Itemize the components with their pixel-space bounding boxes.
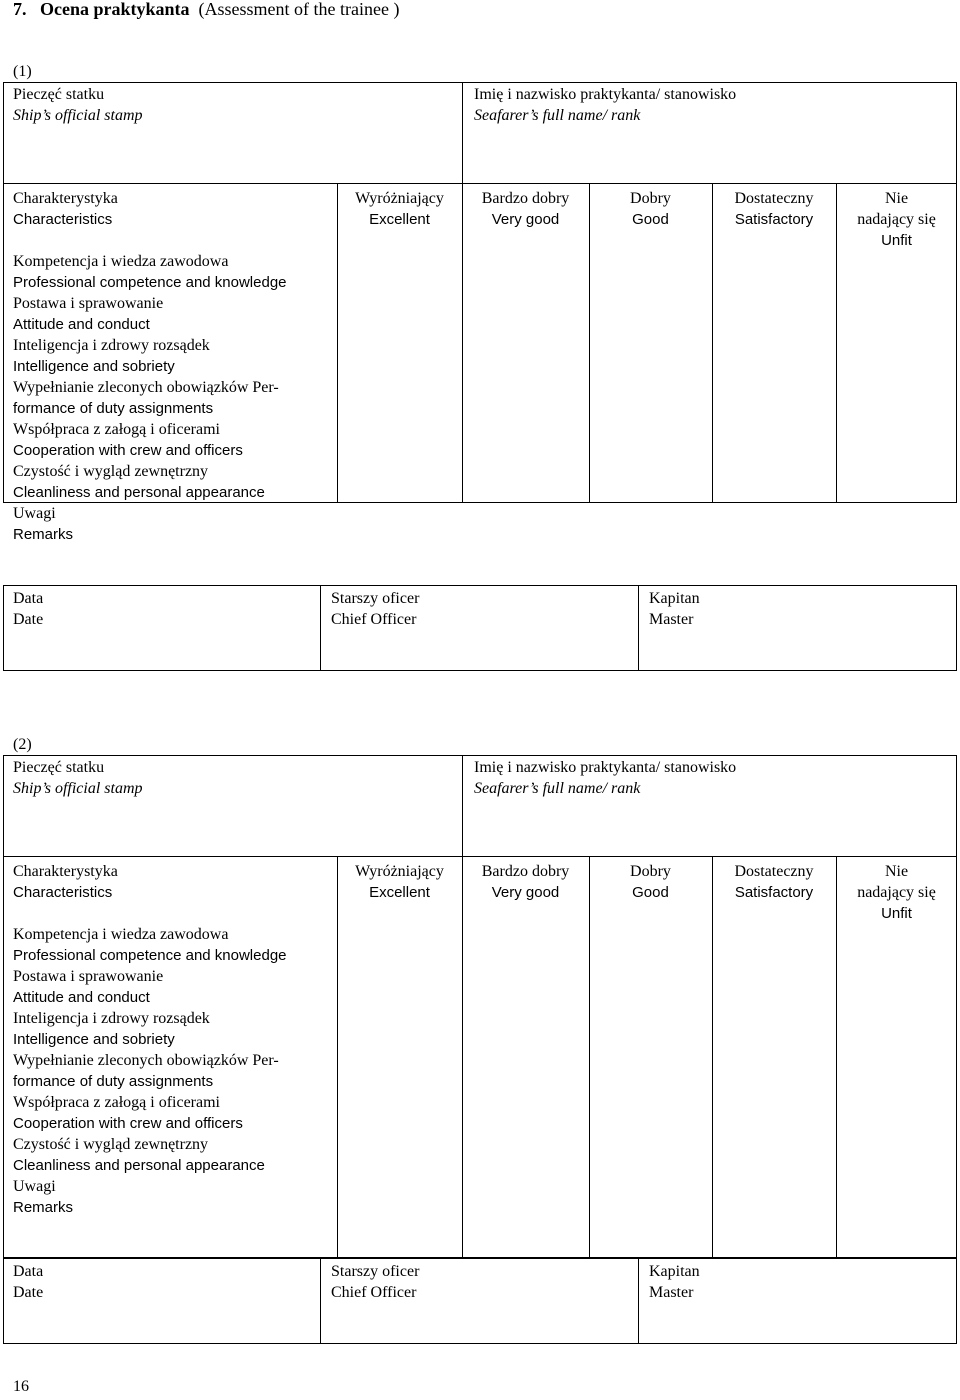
criterion-line: Czystość i wygląd zewnętrzny <box>13 1136 209 1153</box>
master-label-pl: Kapitan <box>649 1263 700 1280</box>
remarks-label-pl: Uwagi <box>13 505 56 522</box>
page-number: 16 <box>13 1378 29 1395</box>
criterion-line: Intelligence and sobriety <box>13 358 175 375</box>
grade-very-good-pl: Bardzo dobry <box>481 190 570 207</box>
grade-unfit-pl-2: nadający się <box>857 884 936 901</box>
grade-very-good-en: Very good <box>491 211 560 228</box>
grade-unfit-en: Unfit <box>881 232 912 249</box>
stamp-label-pl: Pieczęć statku <box>13 86 105 103</box>
criterion-line: Wypełnianie zleconych obowiązków Per- <box>13 1052 279 1069</box>
heading-subtitle: (Assessment of the trainee ) <box>198 0 400 19</box>
criterion-line: Kompetencja i wiedza zawodowa <box>13 253 229 270</box>
criterion-line: Cleanliness and personal appearance <box>13 484 265 501</box>
criterion-line: Intelligence and sobriety <box>13 1031 175 1048</box>
characteristics-header-en: Characteristics <box>13 211 113 228</box>
criterion-line: formance of duty assignments <box>13 1073 214 1090</box>
criterion-line: Współpraca z załogą i oficerami <box>13 421 220 438</box>
chief-officer-label-pl: Starszy oficer <box>331 590 420 607</box>
grade-unfit-en: Unfit <box>881 905 912 922</box>
grade-very-good-pl: Bardzo dobry <box>481 863 570 880</box>
form-number: (1) <box>13 63 32 80</box>
criterion-line: Postawa i sprawowanie <box>13 968 164 985</box>
characteristics-header-en: Characteristics <box>13 884 113 901</box>
stamp-label-pl: Pieczęć statku <box>13 759 105 776</box>
criterion-line: Professional competence and knowledge <box>13 947 287 964</box>
characteristics-header-pl: Charakterystyka <box>13 190 118 207</box>
remarks-label-pl: Uwagi <box>13 1178 56 1195</box>
grade-good-en: Good <box>632 884 669 901</box>
signature-box <box>3 1258 957 1344</box>
chief-officer-label-en: Chief Officer <box>331 611 417 628</box>
master-label-en: Master <box>649 611 694 628</box>
grade-unfit-pl-2: nadający się <box>857 211 936 228</box>
grade-satisfactory-pl: Dostateczny <box>734 190 814 207</box>
date-label-pl: Data <box>13 590 44 607</box>
heading-number: 7. <box>13 0 27 19</box>
criterion-line: Cooperation with crew and officers <box>13 1115 243 1132</box>
remarks-label-en: Remarks <box>13 1199 74 1216</box>
chief-officer-label-en: Chief Officer <box>331 1284 417 1301</box>
grade-good-pl: Dobry <box>630 863 671 880</box>
grade-good-pl: Dobry <box>630 190 671 207</box>
grade-satisfactory-en: Satisfactory <box>734 884 814 901</box>
criterion-line: Professional competence and knowledge <box>13 274 287 291</box>
grade-excellent-en: Excellent <box>369 884 430 901</box>
grade-satisfactory-pl: Dostateczny <box>734 863 814 880</box>
criterion-line: Cleanliness and personal appearance <box>13 1157 265 1174</box>
heading-title: Ocena praktykanta <box>40 0 190 19</box>
grade-excellent-pl: Wyróżniający <box>355 863 444 880</box>
criterion-line: formance of duty assignments <box>13 400 214 417</box>
chief-officer-label-pl: Starszy oficer <box>331 1263 420 1280</box>
stamp-label-en: Ship’s official stamp <box>13 780 143 797</box>
criterion-line: Czystość i wygląd zewnętrzny <box>13 463 209 480</box>
seafarer-label-en: Seafarer’s full name/ rank <box>474 780 641 797</box>
master-label-en: Master <box>649 1284 694 1301</box>
stamp-label-en: Ship’s official stamp <box>13 107 143 124</box>
criterion-line: Cooperation with crew and officers <box>13 442 243 459</box>
section-heading <box>13 0 399 20</box>
grade-good-en: Good <box>632 211 669 228</box>
criterion-line: Attitude and conduct <box>13 316 150 333</box>
master-label-pl: Kapitan <box>649 590 700 607</box>
criterion-line: Attitude and conduct <box>13 989 150 1006</box>
date-label-en: Date <box>13 1284 44 1301</box>
criterion-line: Inteligencja i zdrowy rozsądek <box>13 1010 210 1027</box>
criterion-line: Postawa i sprawowanie <box>13 295 164 312</box>
criterion-line: Współpraca z załogą i oficerami <box>13 1094 220 1111</box>
criterion-line: Kompetencja i wiedza zawodowa <box>13 926 229 943</box>
seafarer-label-pl: Imię i nazwisko praktykanta/ stanowisko <box>474 86 737 103</box>
seafarer-label-pl: Imię i nazwisko praktykanta/ stanowisko <box>474 759 737 776</box>
grade-excellent-pl: Wyróżniający <box>355 190 444 207</box>
grade-very-good-en: Very good <box>491 884 560 901</box>
seafarer-label-en: Seafarer’s full name/ rank <box>474 107 641 124</box>
grade-unfit-pl: Nie <box>884 863 909 880</box>
criterion-line: Wypełnianie zleconych obowiązków Per- <box>13 379 279 396</box>
criterion-line: Inteligencja i zdrowy rozsądek <box>13 337 210 354</box>
grade-unfit-pl: Nie <box>884 190 909 207</box>
characteristics-header-pl: Charakterystyka <box>13 863 118 880</box>
grade-satisfactory-en: Satisfactory <box>734 211 814 228</box>
form-number: (2) <box>13 736 32 753</box>
date-label-en: Date <box>13 611 44 628</box>
grade-excellent-en: Excellent <box>369 211 430 228</box>
signature-box <box>3 585 957 671</box>
remarks-label-en: Remarks <box>13 526 74 543</box>
date-label-pl: Data <box>13 1263 44 1280</box>
